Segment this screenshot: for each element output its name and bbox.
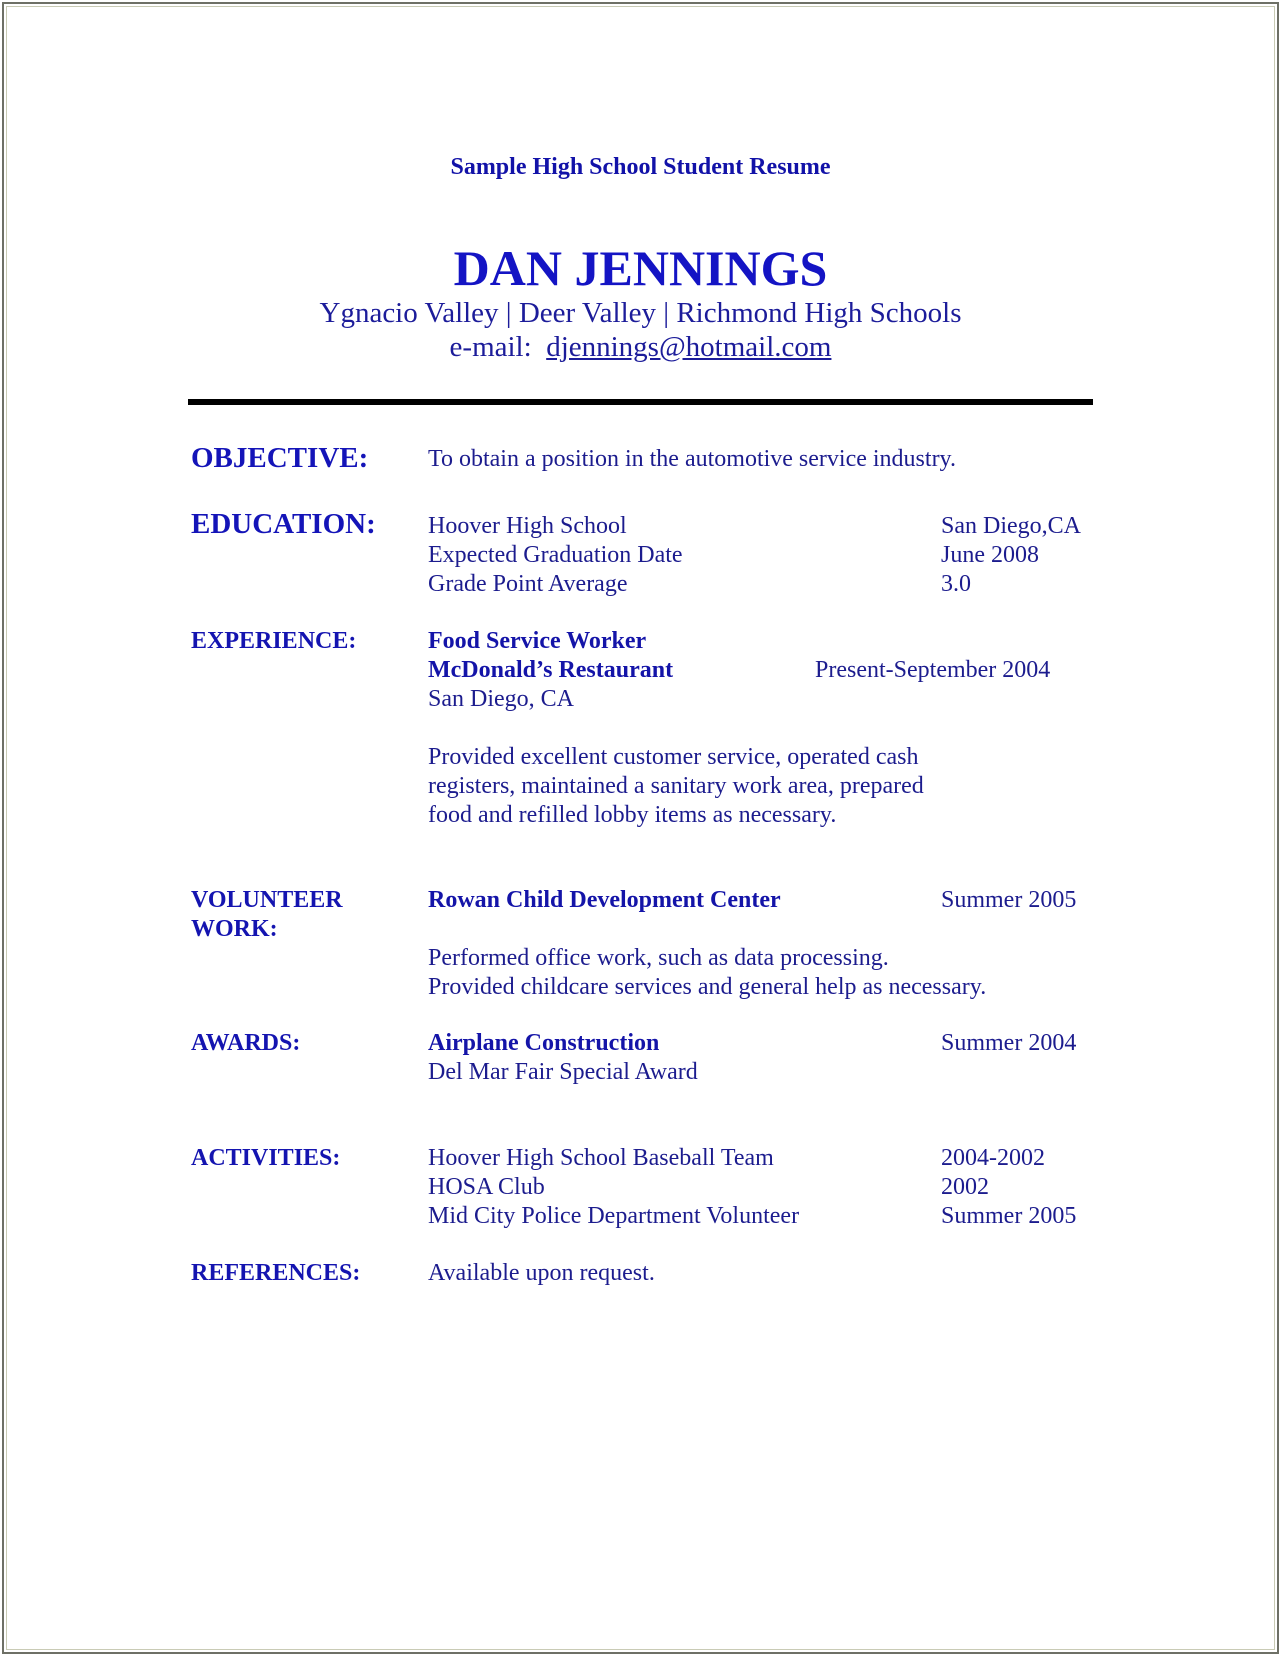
objective-label: OBJECTIVE: — [191, 442, 369, 474]
volunteer-description-line: Provided childcare services and general help as necessary. — [428, 974, 987, 1000]
experience-label: EXPERIENCE: — [191, 628, 357, 654]
references-text: Available upon request. — [428, 1260, 655, 1286]
experience-location: San Diego, CA — [428, 686, 574, 712]
activity-item: Hoover High School Baseball Team — [428, 1145, 774, 1171]
experience-dates: Present-September 2004 — [815, 657, 1051, 683]
schools-line: Ygnacio Valley | Deer Valley | Richmond High Schools — [319, 297, 962, 329]
header-divider — [188, 399, 1093, 405]
email-label: e-mail: — [449, 331, 532, 363]
volunteer-description-line: Performed office work, such as data processing. — [428, 945, 889, 971]
email-link[interactable]: djennings@hotmail.com — [546, 331, 832, 363]
volunteer-dates: Summer 2005 — [941, 887, 1077, 913]
volunteer-organization: Rowan Child Development Center — [428, 887, 781, 913]
experience-description-line: registers, maintained a sanitary work area, prepared — [428, 773, 924, 799]
applicant-name: DAN JENNINGS — [453, 240, 828, 296]
education-grad-date: June 2008 — [941, 542, 1039, 568]
education-gpa-label: Grade Point Average — [428, 571, 628, 597]
activities-label: ACTIVITIES: — [191, 1145, 341, 1171]
email-line — [0, 333, 1281, 362]
activity-dates: 2004-2002 — [941, 1145, 1045, 1171]
document-title: Sample High School Student Resume — [450, 154, 831, 180]
award-detail: Del Mar Fair Special Award — [428, 1059, 698, 1085]
volunteer-label-line1: VOLUNTEER — [191, 887, 343, 913]
education-location: San Diego,CA — [941, 513, 1081, 539]
experience-position: Food Service Worker — [428, 628, 647, 654]
objective-text: To obtain a position in the automotive service industry. — [428, 446, 956, 472]
education-school: Hoover High School — [428, 513, 627, 539]
activity-dates: 2002 — [941, 1174, 989, 1200]
activity-item: Mid City Police Department Volunteer — [428, 1203, 800, 1229]
experience-description-line: food and refilled lobby items as necessary. — [428, 802, 837, 828]
activity-item: HOSA Club — [428, 1174, 545, 1200]
volunteer-label-line2: WORK: — [191, 916, 278, 942]
activity-dates: Summer 2005 — [941, 1203, 1077, 1229]
award-dates: Summer 2004 — [941, 1030, 1077, 1056]
experience-employer: McDonald’s Restaurant — [428, 657, 674, 683]
award-name: Airplane Construction — [428, 1030, 660, 1056]
experience-description-line: Provided excellent customer service, operated cash — [428, 744, 919, 770]
awards-label: AWARDS: — [191, 1030, 301, 1056]
education-grad-label: Expected Graduation Date — [428, 542, 683, 568]
education-label: EDUCATION: — [191, 508, 376, 540]
education-gpa-value: 3.0 — [941, 571, 971, 597]
references-label: REFERENCES: — [191, 1260, 361, 1286]
